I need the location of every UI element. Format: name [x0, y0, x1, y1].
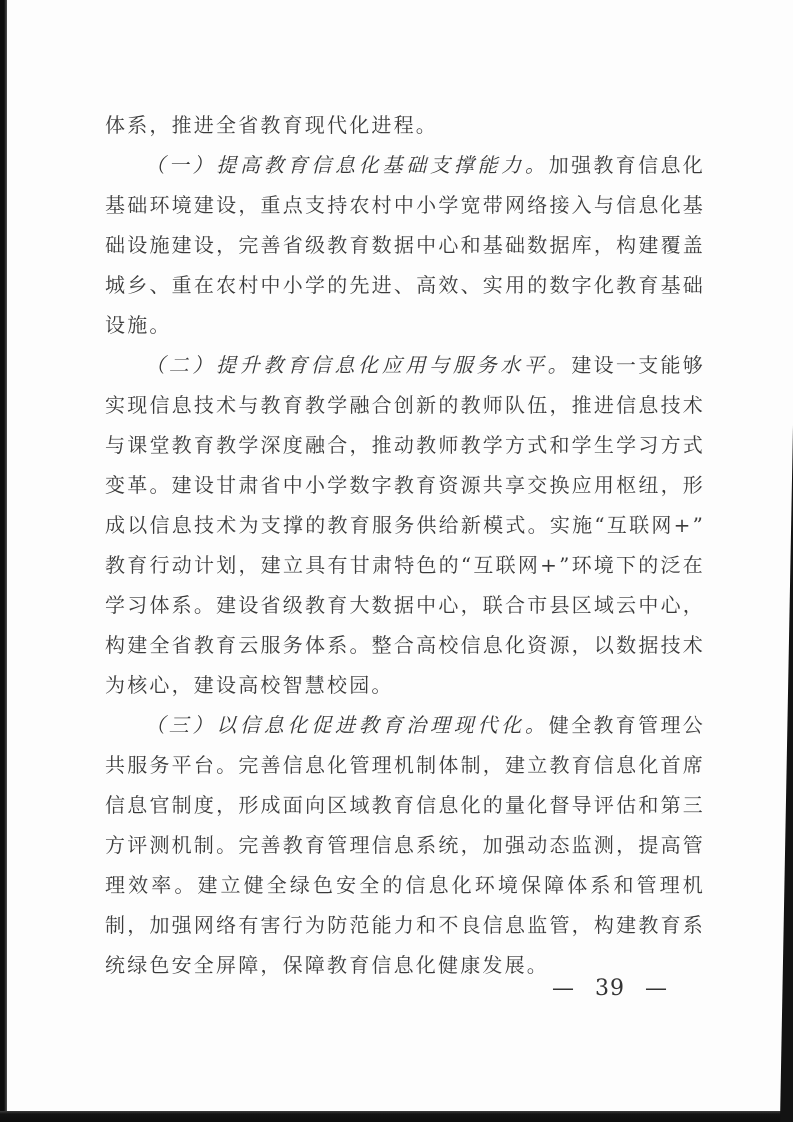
scan-edge-bottom [0, 1111, 793, 1122]
document-text-block [105, 105, 705, 985]
page-number: — 39 — [552, 976, 668, 1001]
paragraph-section-3 [105, 705, 705, 985]
section-3-heading: （三）以信息化促进教育治理现代化。 [145, 713, 549, 737]
paragraph-text: 建设一支能够实现信息技术与教育教学融合创新的教师队伍，推进信息技术与课堂教育教学深度融合，推动教师教学方式和学生学习方式变革。建设甘肃省中小学数字教育资源共享交换应用枢纽，形成以信息技术为支撑的教育服务供给新模式。实施“互联网+”教育行动计划，建立具有甘肃特色的“互联网+”环境下的泛在学习体系。建设省级教育大数据中心，联合市县区域云中心，构建全省教育云服务体系。整合高校信息化资源，以数据技术为核心，建设高校智慧校园。 [105, 353, 705, 697]
paragraph-text: 加强教育信息化基础环境建设，重点支持农村中小学宽带网络接入与信息化基础设施建设，完善省级教育数据中心和基础数据库，构建覆盖城乡、重在农村中小学的先进、高效、实用的数字化教育基础设施。 [105, 153, 706, 337]
scan-edge-left [0, 0, 7, 1122]
paragraph-text: 体系，推进全省教育现代化进程。 [105, 113, 438, 137]
section-2-heading: （二）提升教育信息化应用与服务水平。 [145, 353, 572, 377]
paragraph-text: 健全教育管理公共服务平台。完善信息化管理机制体制，建立教育信息化首席信息官制度，形成面向区域教育信息化的量化督导评估和第三方评测机制。完善教育管理信息系统，加强动态监测，提高管理效率。建立健全绿色安全的信息化环境保障体系和管理机制，加强网络有害行为防范能力和不良信息监管，构建教育系统绿色安全屏障，保障教育信息化健康发展。 [105, 713, 706, 977]
paragraph-section-1 [105, 145, 705, 345]
scan-edge-right [780, 425, 793, 1122]
section-1-heading: （一）提高教育信息化基础支撑能力。 [145, 153, 549, 177]
paragraph-section-2 [105, 345, 705, 705]
paragraph-continuation [105, 105, 705, 145]
